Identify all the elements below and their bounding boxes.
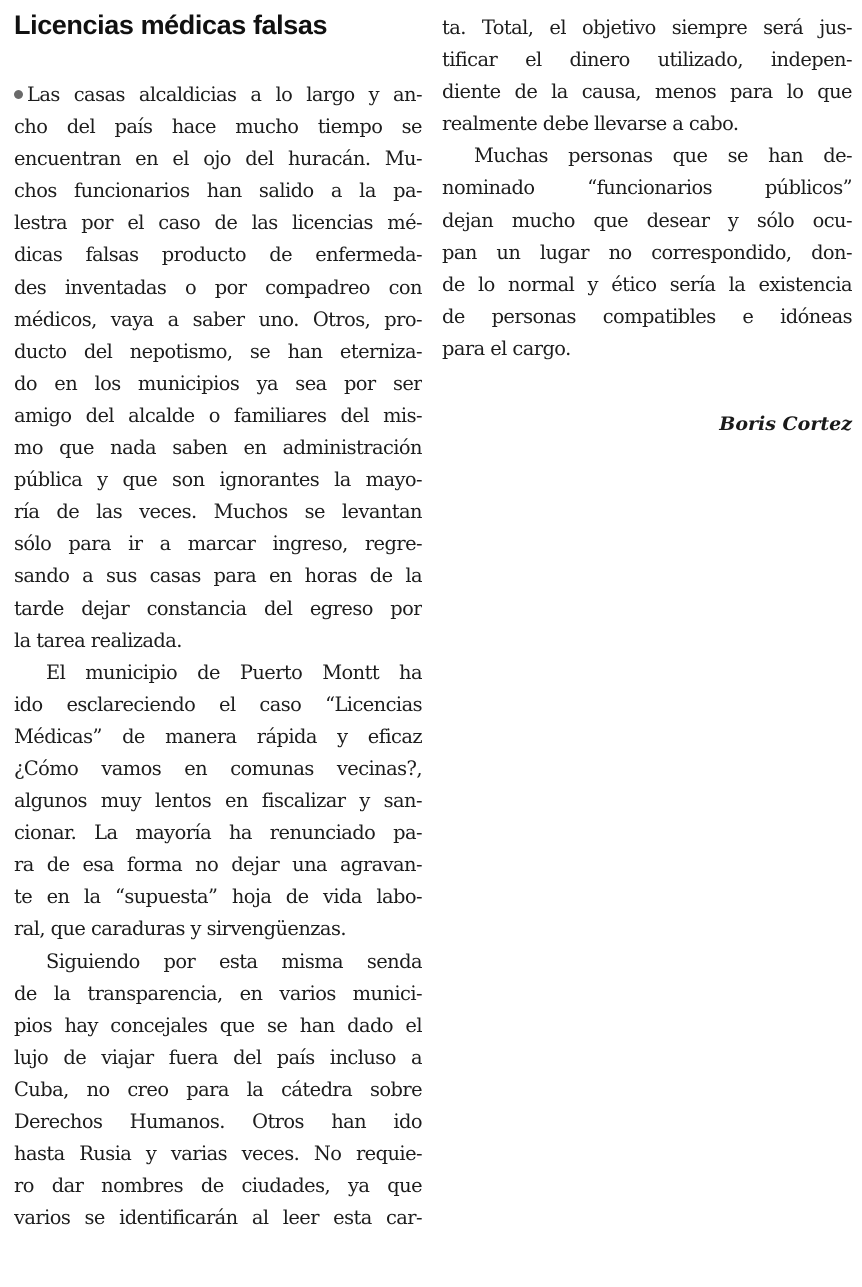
text-line [14,785,422,817]
text-line-content: encuentran en el ojo del huracán. Mu- [14,147,422,171]
text-line [14,464,422,496]
text-line [14,657,422,689]
text-line-content: cionar. La mayoría ha renunciado pa- [14,821,422,845]
text-line [442,269,852,301]
text-line-content: varios se identificarán al leer esta car- [14,1206,422,1230]
text-line-content: nominado “funcionarios públicos” [442,176,852,200]
text-line [14,1202,422,1234]
text-line-content: do en los municipios ya sea por ser [14,371,422,395]
text-line [14,946,422,978]
text-line [14,304,422,336]
text-line [14,528,422,560]
text-line-content: la tarea realizada. [14,628,182,652]
text-line-content: dejan mucho que desear y sólo ocu- [442,208,852,232]
text-line [14,978,422,1010]
text-line [14,753,422,785]
text-line-content: algunos muy lentos en fiscalizar y san- [14,789,422,813]
text-line [14,336,422,368]
text-line-content: des inventadas o por compadreo con [14,275,422,299]
text-line [14,721,422,753]
text-line [442,237,852,269]
text-line-content: sólo para ir a marcar ingreso, regre- [14,532,422,556]
bullet-icon [14,90,23,99]
text-line [14,1106,422,1138]
text-line-content: de personas compatibles e idóneas [442,304,852,328]
text-line [14,1042,422,1074]
text-line [442,44,852,76]
text-line [14,625,422,657]
text-line-content: de lo normal y ético sería la existencia [442,272,852,296]
text-line [14,239,422,271]
text-line [14,817,422,849]
text-line-content: realmente debe llevarse a cabo. [442,112,739,136]
text-line [442,108,852,140]
text-line-content: lestra por el caso de las licencias mé- [14,211,422,235]
text-line-content: sando a sus casas para en horas de la [14,564,422,588]
text-line-content: cho del país hace mucho tiempo se [14,115,422,139]
text-line-content: Muchas personas que se han de- [474,144,852,168]
text-line-content: ral, que caraduras y sirvengüenzas. [14,917,346,941]
text-line-content: ido esclareciendo el caso “Licencias [14,692,422,716]
text-line [14,689,422,721]
text-line [14,560,422,592]
text-line-content: ducto del nepotismo, se han eterniza- [14,339,422,363]
text-line-content: pan un lugar no correspondido, don- [442,240,852,264]
text-line-content: lujo de viajar fuera del país incluso a [14,1045,422,1069]
text-line-content: Siguiendo por esta misma senda [46,949,422,973]
text-line-content: chos funcionarios han salido a la pa- [14,179,422,203]
text-line-content: médicos, vaya a saber uno. Otros, pro- [14,307,422,331]
text-line [14,593,422,625]
text-line-content: Derechos Humanos. Otros han ido [14,1110,422,1133]
text-line-content: para el cargo. [442,336,571,360]
text-line-content: tificar el dinero utilizado, indepen- [442,48,852,72]
text-line [14,368,422,400]
text-line-content: ro dar nombres de ciudades, ya que [14,1174,422,1198]
text-line-content: hasta Rusia y varias veces. No requie- [14,1142,422,1166]
text-line-content: ¿Cómo vamos en comunas vecinas?, [14,756,422,780]
text-line [14,1074,422,1106]
text-line-content: mo que nada saben en administración [14,436,422,460]
text-line [14,913,422,945]
author-signature: Boris Cortez [719,413,852,435]
right-column-body [442,12,852,365]
left-column-body [14,79,422,1234]
text-line [14,143,422,175]
text-line [442,333,852,365]
text-line [14,432,422,464]
text-line-content: pios hay concejales que se han dado el [14,1013,422,1037]
text-line [442,301,852,333]
text-line [14,1010,422,1042]
text-line [442,140,852,172]
text-line-content: ría de las veces. Muchos se levantan [14,500,422,524]
text-line [14,175,422,207]
text-line-content: Médicas” de manera rápida y eficaz [14,724,422,748]
text-line [14,881,422,913]
text-line-content: te en la “supuesta” hoja de vida labo- [14,885,422,909]
text-line-content: Cuba, no creo para la cátedra sobre [14,1077,422,1101]
right-column [442,0,852,435]
text-line [442,76,852,108]
text-line-content: pública y que son ignorantes la mayo- [14,468,422,492]
text-line-content: amigo del alcalde o familiares del mis- [14,403,422,427]
article-title: Licencias médicas falsas [14,10,328,40]
text-line [14,1170,422,1202]
text-line [14,272,422,304]
text-line [14,111,422,143]
text-line-content: diente de la causa, menos para lo que [442,80,852,104]
text-line [442,12,852,44]
text-line-content: ta. Total, el objetivo siempre será jus- [442,16,852,39]
text-line-content: Las casas alcaldicias a lo largo y an- [27,83,422,106]
text-line [14,207,422,239]
text-line [442,172,852,204]
text-line [14,496,422,528]
text-line [442,205,852,237]
text-line-content: El municipio de Puerto Montt ha [46,660,422,684]
text-line [14,1138,422,1170]
text-line-content: dicas falsas producto de enfermeda- [14,243,422,267]
left-column [14,0,422,1234]
text-line [14,400,422,432]
text-line-content: de la transparencia, en varios munici- [14,981,422,1005]
text-line-content: ra de esa forma no dejar una agravan- [14,853,422,877]
text-line-content: tarde dejar constancia del egreso por [14,596,422,620]
text-line [14,849,422,881]
text-line [14,79,422,111]
